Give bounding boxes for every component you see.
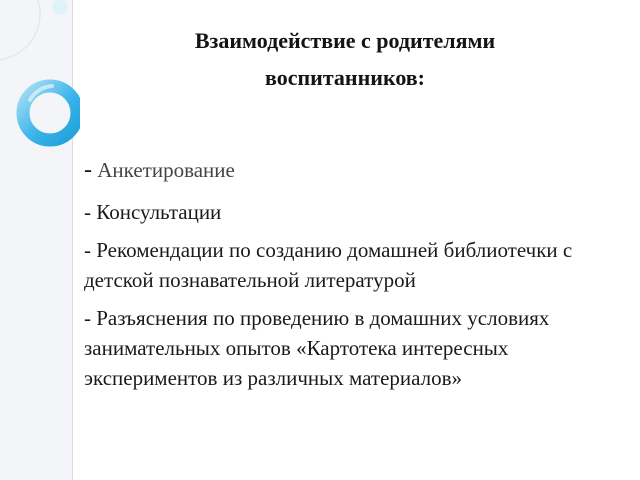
- bullet-dash: -: [84, 306, 91, 330]
- slide-title: Взаимодействие с родителями воспитанников:: [194, 28, 496, 90]
- decorative-rings: [0, 0, 80, 190]
- item-text: Анкетирование: [97, 158, 235, 182]
- item-text: Консультации: [96, 200, 222, 224]
- blue-ring: [23, 86, 77, 140]
- bullet-dash: -: [84, 157, 92, 183]
- small-light-circle: [52, 0, 68, 15]
- item-text: Рекомендации по созданию домашней библиотечки с детской познавательной литературой: [84, 238, 573, 292]
- list-item: [84, 155, 604, 185]
- list-item: [84, 197, 604, 227]
- list-item: [84, 303, 604, 393]
- bullet-dash: -: [84, 200, 91, 224]
- list-item: [84, 235, 604, 295]
- outline-circle: [0, 0, 40, 60]
- item-text: Разъяснения по проведению в домашних условиях занимательных опытов «Картотека интересных экспериментов из различных материалов»: [84, 306, 550, 390]
- bullet-dash: -: [84, 238, 91, 262]
- bullet-list: [84, 155, 604, 401]
